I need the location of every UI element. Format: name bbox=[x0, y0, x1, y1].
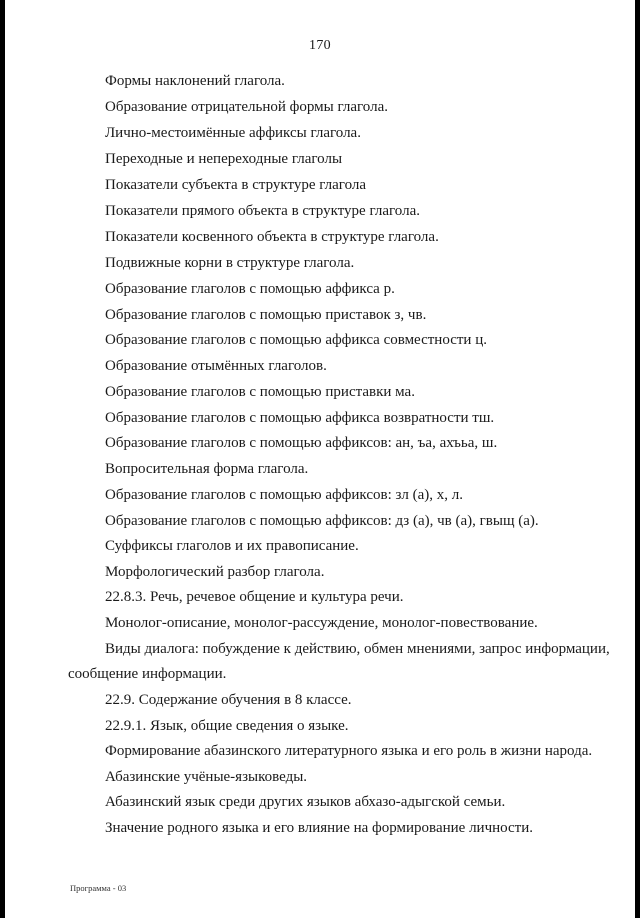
text-line: Образование глаголов с помощью аффиксов: зл (а), х, л. bbox=[105, 487, 464, 503]
text-line: Подвижные корни в структуре глагола. bbox=[105, 255, 355, 271]
section-heading: 22.9. Содержание обучения в 8 классе. bbox=[105, 692, 352, 708]
text-line: Образование глаголов с помощью аффикса возвратности тш. bbox=[105, 410, 495, 426]
text-line: Образование глаголов с помощью приставок з, чв. bbox=[105, 307, 427, 323]
text-line: Образование глаголов с помощью аффикса совместности ц. bbox=[105, 332, 487, 348]
text-line: Показатели прямого объекта в структуре глагола. bbox=[105, 203, 420, 219]
text-line: Образование отрицательной формы глагола. bbox=[105, 99, 388, 115]
text-line: Формирование абазинского литературного языка и его роль в жизни народа. bbox=[105, 743, 593, 759]
section-heading: 22.8.3. Речь, речевое общение и культура речи. bbox=[105, 589, 404, 605]
text-line: Монолог-описание, монолог-рассуждение, монолог-повествование. bbox=[105, 615, 538, 631]
footer-label: Программа - 03 bbox=[70, 883, 127, 893]
text-line: Абазинские учёные-языковеды. bbox=[105, 769, 308, 785]
text-line: Образование глаголов с помощью аффикса р. bbox=[105, 281, 395, 297]
text-line: Виды диалога: побуждение к действию, обмен мнениями, запрос информации, bbox=[105, 641, 610, 657]
text-line: Образование глаголов с помощью аффиксов: ан, ъа, ахъьа, ш. bbox=[105, 435, 498, 451]
text-line: Суффиксы глаголов и их правописание. bbox=[105, 538, 359, 554]
scan-edge-right bbox=[635, 0, 640, 918]
scan-edge-left bbox=[0, 0, 5, 918]
text-line: Вопросительная форма глагола. bbox=[105, 461, 309, 477]
text-line: Формы наклонений глагола. bbox=[105, 73, 285, 89]
text-line: Абазинский язык среди других языков абхазо-адыгской семьи. bbox=[105, 794, 506, 810]
text-line: Образование глаголов с помощью приставки ма. bbox=[105, 384, 415, 400]
text-line: Лично-местоимённые аффиксы глагола. bbox=[105, 125, 361, 141]
text-line: Значение родного языка и его влияние на формирование личности. bbox=[105, 820, 534, 836]
text-line: Образование отымённых глаголов. bbox=[105, 358, 327, 374]
text-line: Показатели косвенного объекта в структуре глагола. bbox=[105, 229, 439, 245]
text-line: Морфологический разбор глагола. bbox=[105, 564, 325, 580]
section-heading: 22.9.1. Язык, общие сведения о языке. bbox=[105, 718, 349, 734]
page-number: 170 bbox=[309, 38, 331, 53]
text-line-continuation: сообщение информации. bbox=[68, 666, 227, 682]
text-line: Образование глаголов с помощью аффиксов: дз (а), чв (а), гвыщ (а). bbox=[105, 513, 539, 529]
text-line: Показатели субъекта в структуре глагола bbox=[105, 177, 367, 193]
text-line: Переходные и непереходные глаголы bbox=[105, 151, 343, 167]
